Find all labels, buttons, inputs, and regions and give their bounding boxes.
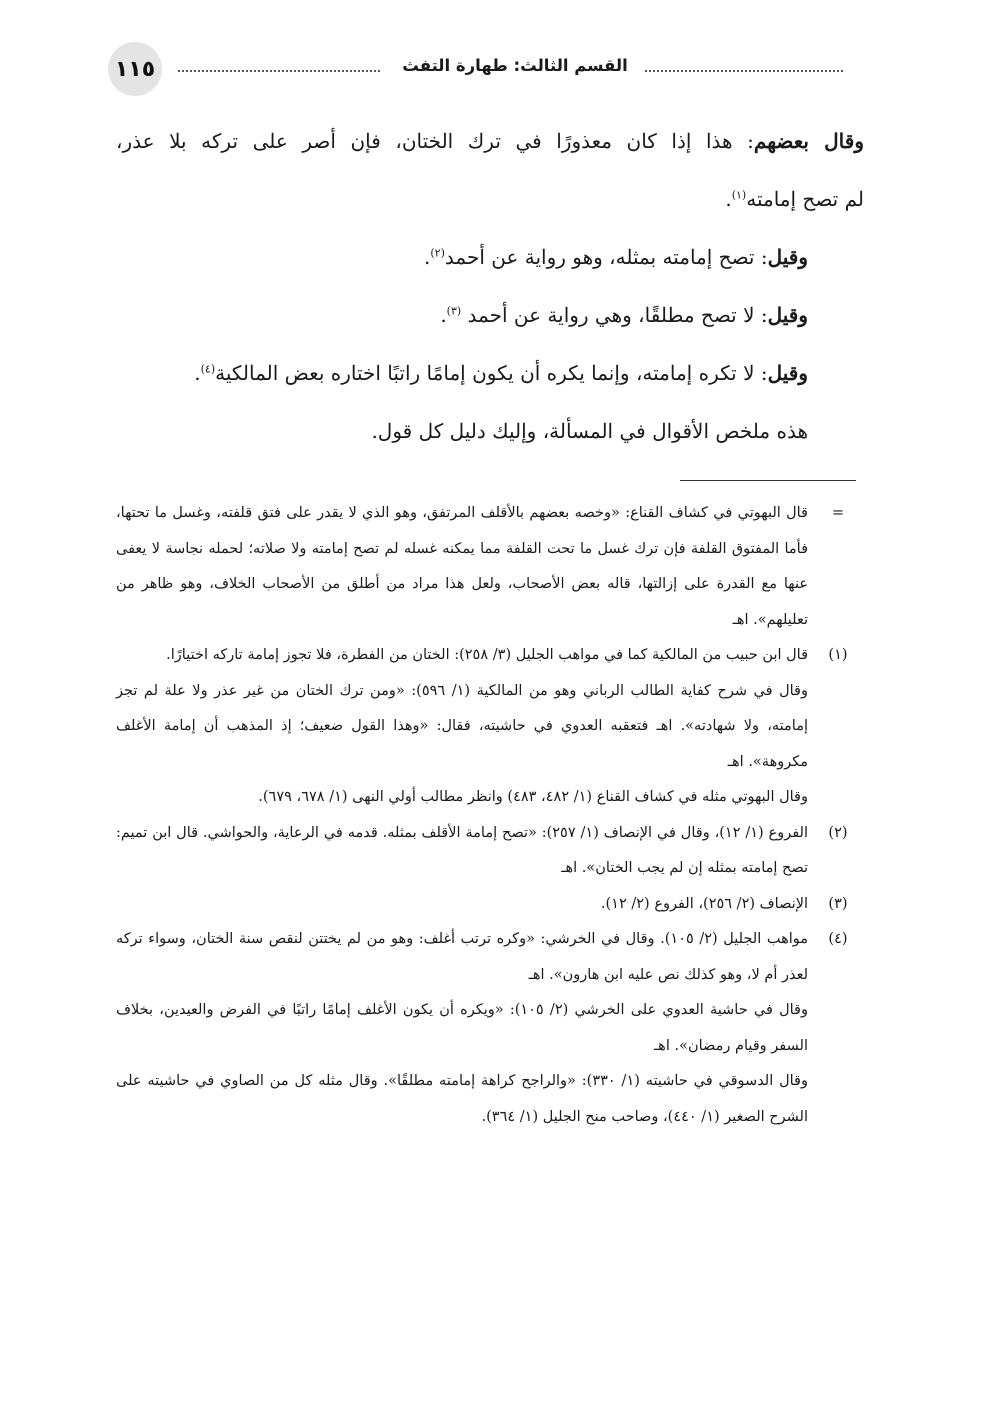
paragraph-1-text-2: لم تصح إمامته [746, 187, 864, 211]
footnote-4-paragraph-b: وقال في حاشية العدوي على الخرشي (٢/ ١٠٥): «ويكره أن يكون الأغلف إمامًا راتبًا في الفرض والعيدين، بخلاف السفر وقيام رمضان». اهـ [116, 1002, 808, 1054]
paragraph-4-lead: وقيل [767, 361, 808, 385]
footnote-1-mark: (١) [828, 647, 848, 663]
paragraph-2-lead: وقيل [767, 245, 808, 269]
footnote-2 [116, 816, 860, 887]
footnote-3 [116, 887, 860, 923]
footnote-4-text-a: مواهب الجليل (٢/ ١٠٥). وقال في الخرشي: «وكره ترتب أغلف: وهو من لم يختتن لنقص سنة الختان، وسواء تركه لعذر أم لا، وهو كذلك نص عليه ابن هارون». اهـ [116, 931, 809, 983]
paragraph-5: هذه ملخص الأقوال في المسألة، وإليك دليل كل قول. [371, 419, 808, 443]
footnote-continuation [116, 496, 860, 638]
paragraph-1-line-1 [116, 112, 864, 170]
footnote-continuation-text: قال البهوتي في كشاف القناع: «وخصه بعضهم بالأقلف المرتفق، وهو الذي لا يقدر على فتق قلفته، وغسل ما تحتها، فأما المفتوق القلفة فإن ترك غسل ما تحت القلفة مما يمكنه غسله لم تصح إمامته ولا صلاته؛ لحمله نجاسة لا يعفى عنها مع القدرة على إزالتها، قاله بعض الأصحاب، ولعل هذا مراد من أطلق من الأصحاب الخلاف، وهو ظاهر من تعليلهم». اهـ [116, 505, 808, 628]
running-header-title: القسم الثالث: طهارة التفث [402, 56, 628, 75]
footnote-2-mark: (٢) [828, 824, 848, 841]
paragraph-3-lead: وقيل [767, 303, 808, 327]
paragraph-3 [116, 286, 864, 344]
page-number-badge [108, 42, 162, 96]
main-text [116, 112, 864, 460]
paragraph-4 [116, 344, 864, 402]
paragraph-1-line-2 [116, 170, 864, 228]
page-number: ١١٥ [114, 56, 156, 82]
footnote-1-text-a: قال ابن حبيب من المالكية كما في مواهب الجليل (٣/ ٢٥٨): الختان من الفطرة، فلا تجوز إمامة تاركه اختيارًا. [166, 647, 808, 663]
footnote-4-mark: (٤) [828, 931, 848, 947]
paragraph-2 [116, 228, 864, 286]
paragraph-3-text: : لا تصح مطلقًا، وهي رواية عن أحمد [461, 303, 768, 327]
footnote-4 [116, 922, 860, 993]
footnote-1 [116, 638, 860, 674]
footnote-ref-3[interactable]: (٣) [446, 304, 462, 318]
paragraph-1-text: : هذا إذا كان معذورًا في ترك الختان، فإن أصر على تركه بلا عذر، [116, 129, 754, 153]
footnote-ref-2[interactable]: (٢) [430, 246, 445, 260]
paragraph-3-end: . [440, 303, 447, 327]
header-leader-left [178, 70, 380, 72]
footnote-1-paragraph-c: وقال البهوتي مثله في كشاف القناع (١/ ٤٨٢، ٤٨٣) وانظر مطالب أولي النهى (١/ ٦٧٨، ٦٧٩). [258, 789, 808, 805]
footnote-3-mark: (٣) [828, 895, 848, 912]
header-leader-right [645, 70, 843, 72]
footnote-3-text: الإنصاف (٢/ ٢٥٦)، الفروع (٢/ ١٢). [600, 895, 808, 912]
footnote-4-paragraph-c: وقال الدسوقي في حاشيته (١/ ٣٣٠): «والراجح كراهة إمامته مطلقًا». وقال مثله كل من الصاوي في حاشيته على الشرح الصغير (١/ ٤٤٠)، وصاحب منح الجليل (١/ ٣٦٤). [116, 1073, 808, 1125]
footnote-ref-4[interactable]: (٤) [200, 362, 216, 376]
footnote-divider [680, 480, 856, 481]
paragraph-2-text: : تصح إمامته بمثله، وهو رواية عن أحمد [444, 245, 768, 269]
paragraph-4-text: : لا تكره إمامته، وإنما يكره أن يكون إمامًا راتبًا اختاره بعض المالكية [215, 361, 768, 385]
footnotes [116, 496, 860, 1135]
footnote-2-text: الفروع (١/ ١٢)، وقال في الإنصاف (١/ ٢٥٧): «تصح إمامة الأقلف بمثله. قدمه في الرعاية، والحواشي. قال ابن تميم: تصح إمامته بمثله إن لم يجب الختان». اهـ [116, 824, 808, 876]
paragraph-1-end: . [725, 187, 732, 211]
paragraph-1-lead: وقال بعضهم [753, 129, 864, 153]
paragraph-4-end: . [194, 361, 201, 385]
footnote-1-paragraph-b: وقال في شرح كفاية الطالب الرباني وهو من المالكية (١/ ٥٩٦): «ومن ترك الختان من غير عذر ولا علة لم تجز إمامته، ولا شهادته». اهـ فتعقبه العدوي في حاشيته، فقال: «وهذا القول ضعيف؛ إذ المذهب أن إمامة الأغلف مكروهة». اهـ [116, 682, 808, 770]
continuation-mark: = [831, 505, 845, 521]
paragraph-2-end: . [424, 245, 431, 269]
footnote-ref-1[interactable]: (١) [731, 188, 747, 202]
